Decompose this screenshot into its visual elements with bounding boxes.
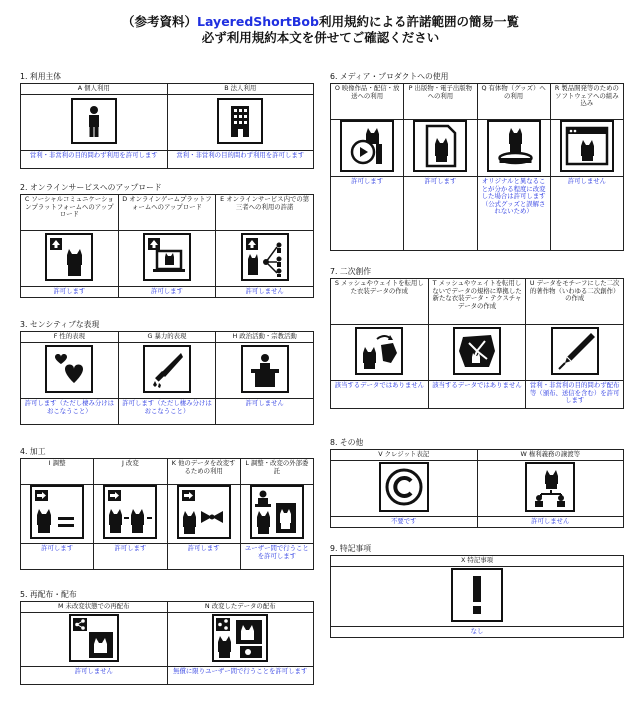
item-status: 許可します xyxy=(404,177,477,251)
modify-icon xyxy=(103,485,157,539)
permission-table xyxy=(20,194,314,298)
item-status: 許可します xyxy=(21,544,94,570)
item-status: 営利・非営利の目的問わず利用を許可します xyxy=(167,151,314,169)
item-header: J 改変 xyxy=(94,459,167,485)
item-status: 許可しません xyxy=(216,287,314,298)
title-line-1 xyxy=(0,14,641,30)
item-status: 許可します xyxy=(21,287,119,298)
item-header: G 暴力的表現 xyxy=(118,332,216,343)
item-header: F 性的表現 xyxy=(21,332,119,343)
section-processing xyxy=(20,447,314,570)
item-status: オリジナルと異なることが分かる程度に改変した場合は許可します（公式グッズと誤解されないため） xyxy=(477,177,550,251)
permission-table xyxy=(20,601,314,685)
permission-table xyxy=(20,458,314,570)
item-header: C ソーシャルコミュニケーションプラットフォームへのアップロード xyxy=(21,195,119,231)
item-status: 営利・非営利の目的問わず配布等（頒布、送信を含む）を許可します xyxy=(526,381,624,409)
item-status: 許可します xyxy=(118,287,216,298)
permission-table xyxy=(330,449,624,528)
item-status: 許可します xyxy=(331,177,404,251)
section-title: 2. オンラインサービスへのアップロード xyxy=(20,183,162,192)
item-status: 許可します（ただし棲み分けはおこなうこと） xyxy=(118,399,216,425)
item-status: 許可しません xyxy=(216,399,314,425)
item-header: B 法人利用 xyxy=(167,84,314,95)
item-status: 許可します（ただし棲み分けはおこなうこと） xyxy=(21,399,119,425)
share-people-icon xyxy=(241,233,289,281)
item-header: E オンラインサービス内での第三者への利用の許諾 xyxy=(216,195,314,231)
item-status: なし xyxy=(331,627,624,638)
podium-icon xyxy=(241,345,289,393)
item-header: I 調整 xyxy=(21,459,94,485)
software-icon xyxy=(560,120,614,172)
person-icon xyxy=(71,98,117,144)
section-usage-subject xyxy=(20,72,314,169)
title-suffix: 利用規約による許諾範囲の簡易一覧 xyxy=(318,14,519,29)
redistribute-icon xyxy=(69,614,119,662)
title-line-2: 必ず利用規約本文を併せてご確認ください xyxy=(201,30,440,45)
item-status: 許可します xyxy=(94,544,167,570)
title-prefix: （参考資料） xyxy=(122,14,198,29)
section-title: 5. 再配布・配布 xyxy=(20,590,77,599)
item-status: 不要です xyxy=(331,517,478,528)
pen-icon xyxy=(551,327,599,375)
permission-table xyxy=(20,83,314,169)
item-header: X 特記事項 xyxy=(331,556,624,567)
brand-name: LayeredShortBob xyxy=(197,14,319,29)
item-header: L 調整・改変の外部委託 xyxy=(240,459,313,485)
item-header: R 製品開発等のためのソフトウェアへの組み込み xyxy=(550,84,623,120)
section-title: 3. センシティブな表現 xyxy=(20,320,100,329)
texture-icon xyxy=(453,327,501,375)
item-header: Q 有体物（グッズ）への利用 xyxy=(477,84,550,120)
permission-table xyxy=(330,83,624,251)
item-status: 許可します xyxy=(167,544,240,570)
figure-icon xyxy=(487,120,541,172)
item-header: O 映像作品・配信・放送への利用 xyxy=(331,84,404,120)
exclamation-icon xyxy=(451,568,503,622)
section-online-upload xyxy=(20,183,314,298)
upload-cat-icon xyxy=(45,233,93,281)
item-header: U データをモチーフにした二次的著作物（いわゆる二次創作）の作成 xyxy=(526,279,624,325)
item-status: 許可しません xyxy=(477,517,624,528)
outsource-icon xyxy=(250,485,304,539)
section-media-product xyxy=(330,72,624,251)
section-title: 8. その他 xyxy=(330,438,364,447)
item-header: N 改変したデータの配布 xyxy=(167,602,314,613)
item-status: 無償に限りユーザー間で行うことを許可します xyxy=(167,667,314,685)
section-redistribution xyxy=(20,590,314,685)
item-header: M 未改変状態での再配布 xyxy=(21,602,168,613)
publication-icon xyxy=(413,120,467,172)
permission-table xyxy=(330,278,624,409)
item-status: ユーザー間で行うことを許可します xyxy=(240,544,313,570)
permission-table xyxy=(330,555,624,638)
item-header: V クレジット表記 xyxy=(331,450,478,461)
game-upload-icon xyxy=(143,233,191,281)
section-title: 1. 利用主体 xyxy=(20,72,62,81)
section-derivative-works xyxy=(330,267,624,409)
item-status: 該当するデータではありません xyxy=(331,381,429,409)
item-header: A 個人利用 xyxy=(21,84,168,95)
item-header: K 他のデータを改変するための利用 xyxy=(167,459,240,485)
item-status: 許可しません xyxy=(21,667,168,685)
item-status: 営利・非営利の目的問わず利用を許可します xyxy=(21,151,168,169)
transfer-icon xyxy=(525,462,575,512)
costume-icon xyxy=(355,327,403,375)
ribbon-icon xyxy=(177,485,231,539)
building-icon xyxy=(217,98,263,144)
permission-table xyxy=(20,331,314,425)
item-status: 該当するデータではありません xyxy=(428,381,526,409)
item-header: T メッシュやウェイトを転用しないでデータの規格に準拠した新たな衣装データ・テクスチャデータの作成 xyxy=(428,279,526,325)
item-header: W 権利義務の譲渡等 xyxy=(477,450,624,461)
section-other xyxy=(330,438,624,528)
copyright-icon xyxy=(379,462,429,512)
distribute-modified-icon xyxy=(212,614,268,662)
item-header: P 出版物・電子出版物への利用 xyxy=(404,84,477,120)
section-title: 9. 特記事項 xyxy=(330,544,372,553)
section-title: 7. 二次創作 xyxy=(330,267,372,276)
document-header xyxy=(0,14,641,46)
item-header: H 政治活動・宗教活動 xyxy=(216,332,314,343)
knife-icon xyxy=(143,345,191,393)
section-title: 6. メディア・プロダクトへの使用 xyxy=(330,72,449,81)
item-status: 許可しません xyxy=(550,177,623,251)
adjust-icon xyxy=(30,485,84,539)
item-header: S メッシュやウェイトを転用した衣装データの作成 xyxy=(331,279,429,325)
section-special-notes xyxy=(330,544,624,638)
section-title: 4. 加工 xyxy=(20,447,46,456)
item-header: D オンラインゲームプラットフォームへのアップロード xyxy=(118,195,216,231)
hearts-icon xyxy=(45,345,93,393)
section-sensitive-expression xyxy=(20,320,314,425)
video-icon xyxy=(340,120,394,172)
